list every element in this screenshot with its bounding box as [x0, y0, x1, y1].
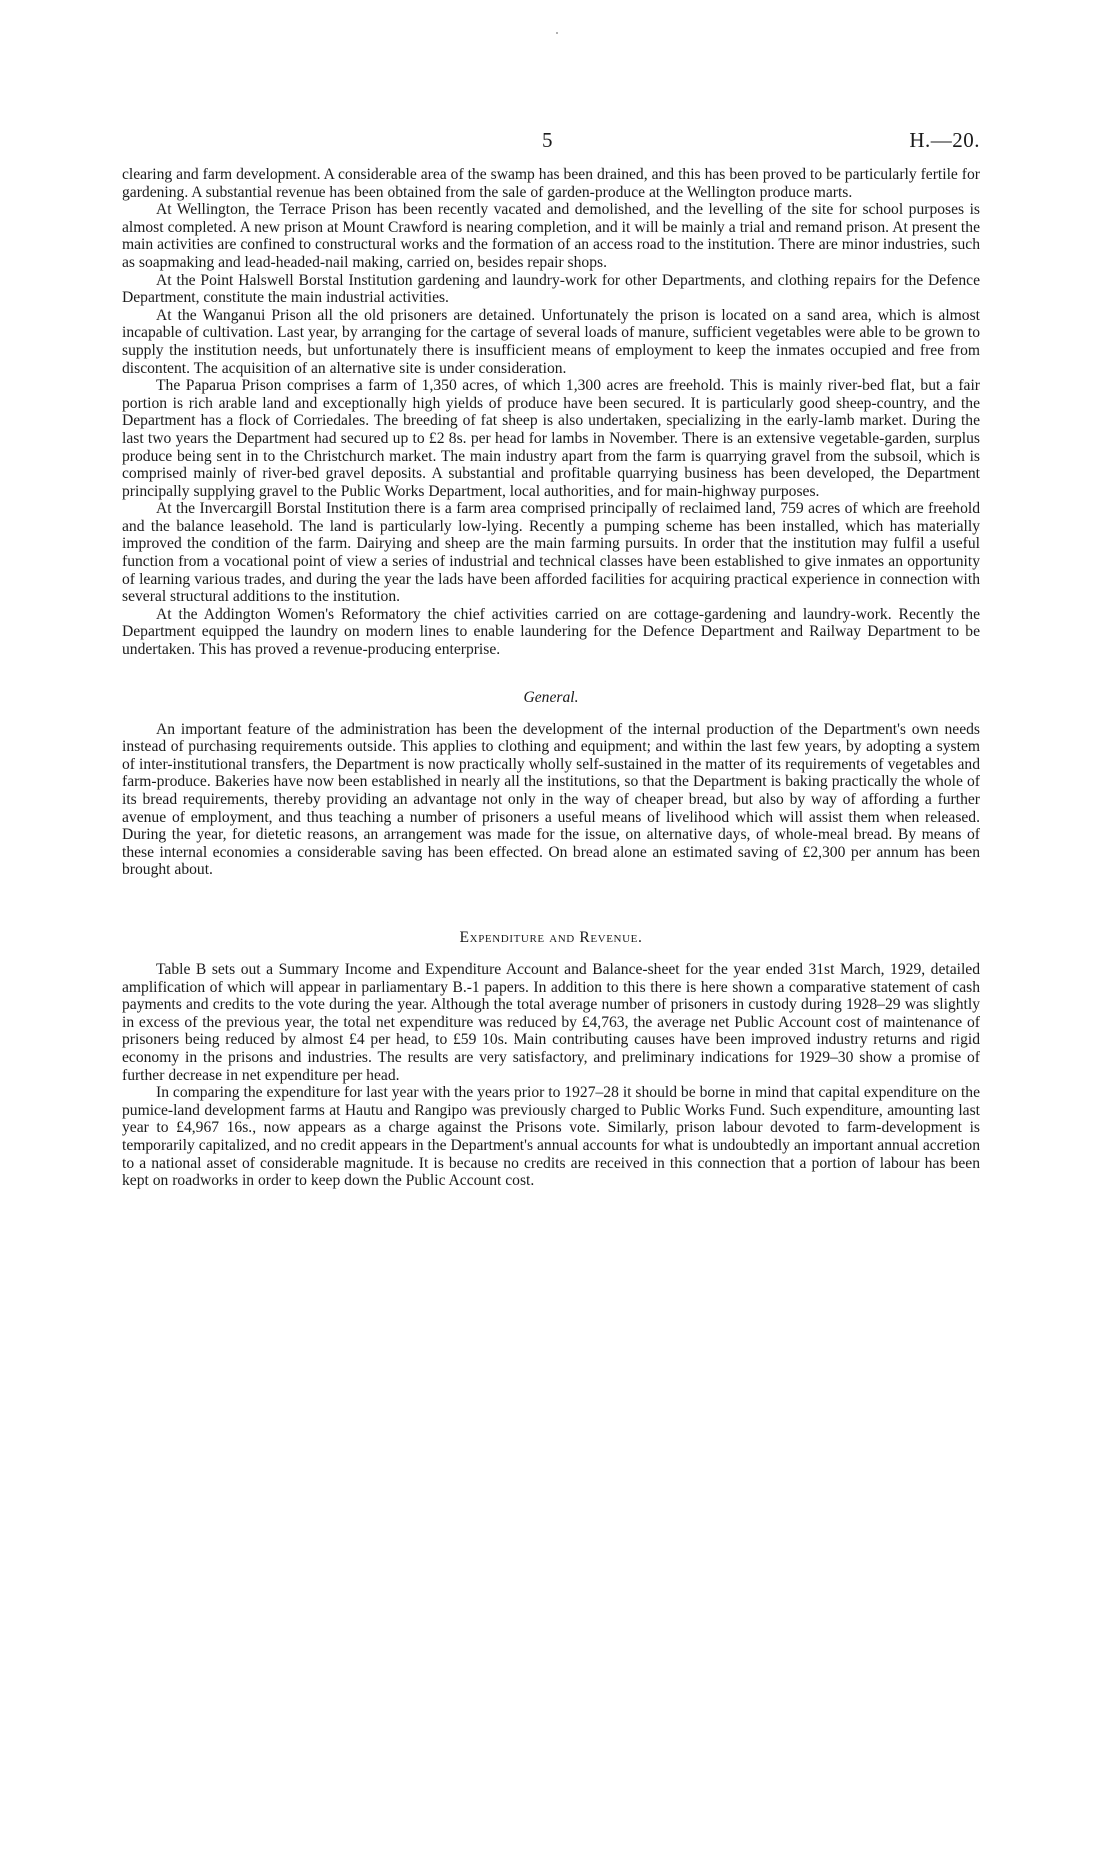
paragraph: At the Wanganui Prison all the old prisoners are detained. Unfortunately the prison is located on a sand area, which is almost incapable of cultivation. Last year, by arranging for the cartage of several loads of manure, sufficient vegetables were able to be grown to supply the institution needs, but unfortunately there is insufficient means of employment to keep the inmates occupied and free from discontent. The acquisition of an alternative site is under consideration.: [122, 306, 980, 377]
scan-speck: [556, 32, 558, 34]
section-institutions: [122, 166, 980, 659]
paragraph: At the Point Halswell Borstal Institution gardening and laundry-work for other Departments, and clothing repairs for the Defence Department, constitute the main industrial activities.: [122, 271, 980, 307]
paragraph: Table B sets out a Summary Income and Expenditure Account and Balance-sheet for the year ended 31st March, 1929, detailed amplification of which will appear in parliamentary B.-1 papers. In addition to this there is here shown a comparative statement of cash payments and credits to the vote during the year. Although the total average number of prisoners in custody during 1928–29 was slightly in excess of the previous year, the total net expenditure was reduced by £4,763, the average net Public Account cost of maintenance of prisoners being reduced by almost £4 per head, to £59 10s. Main contributing causes have been improved industry returns and rigid economy in the prisons and industries. The results are very satisfactory, and preliminary indications for 1929–30 show a promise of further decrease in net expenditure per head.: [122, 960, 980, 1084]
section-heading: General.: [523, 688, 579, 706]
paragraph: clearing and farm development. A considerable area of the swamp has been drained, and this has been proved to be particularly fertile for gardening. A substantial revenue has been obtained from the sale of garden-produce at the Wellington produce marts.: [122, 166, 980, 201]
paragraph: The Paparua Prison comprises a farm of 1,350 acres, of which 1,300 acres are freehold. This is mainly river-bed flat, but a fair portion is rich arable land and exceptionally high yields of produce have been secured. It is particularly good sheep-country, and the Department has a flock of Corriedales. The breeding of fat sheep is also undertaken, specializing in the early-lamb market. During the last two years the Department had secured up to £2 8s. per head for lambs in November. There is an extensive vegetable-garden, surplus produce being sent in to the Christchurch market. The main industry apart from the farm is quarrying gravel from the subsoil, which is comprised mainly of river-bed gravel deposits. A substantial and profitable quarrying business has been developed, the Department principally supplying gravel to the Public Works Department, local authorities, and for main-highway purposes.: [122, 377, 980, 500]
paragraph: At the Addington Women's Reformatory the chief activities carried on are cottage-gardening and laundry-work. Recently the Department equipped the laundry on modern lines to enable laundering for the Defence Department and Railway Department to be undertaken. This has proved a revenue-producing enterprise.: [122, 605, 980, 659]
paragraph: An important feature of the administration has been the development of the internal production of the Department's own needs instead of purchasing requirements outside. This applies to clothing and equipment; and within the last few years, by adopting a system of inter-institutional transfers, the Department is now practically wholly self-sustained in the matter of its requirements of vegetables and farm-produce. Bakeries have now been established in nearly all the institutions, so that the Department is baking practically the whole of its bread requirements, thereby providing an advantage not only in the way of cheaper bread, but also by way of affording a further avenue of employment, and thus teaching a number of prisoners a useful means of livelihood which will assist them when released. During the year, for dietetic reasons, an arrangement was made for the issue, on alternative days, of whole-meal bread. By means of these internal economies a considerable saving has been effected. On bread alone an estimated saving of £2,300 per annum has been brought about.: [122, 720, 980, 879]
document-page: [122, 128, 980, 1190]
document-reference: H.—20.: [909, 128, 980, 152]
section-heading: Expenditure and Revenue.: [459, 928, 643, 946]
section-expenditure-revenue: [122, 929, 980, 1190]
paragraph: At the Invercargill Borstal Institution there is a farm area comprised principally of reclaimed land, 759 acres of which are freehold and the balance leasehold. The land is particularly low-lying. Recently a pumping scheme has been installed, which has materially improved the condition of the farm. Dairying and sheep are the main farming pursuits. In order that the institution may fulfil a useful function from a vocational point of view a series of industrial and technical classes have been established to give inmates an opportunity of learning various trades, and during the year the lads have been afforded facilities for acquiring practical experience in connection with several structural additions to the institution.: [122, 500, 980, 606]
page-header: [122, 128, 980, 166]
paragraph: In comparing the expenditure for last year with the years prior to 1927–28 it should be borne in mind that capital expenditure on the pumice-land development farms at Hautu and Rangipo was previously charged to Public Works Fund. Such expenditure, amounting last year to £4,967 16s., now appears as a charge against the Prisons vote. Similarly, prison labour devoted to farm-development is temporarily capitalized, and no credit appears in the Department's annual accounts for what is undoubtedly an important annual accretion to a national asset of considerable magnitude. It is because no credits are received in this connection that a portion of labour has been kept on roadworks in order to keep down the Public Account cost.: [122, 1084, 980, 1190]
page-number: 5: [542, 128, 553, 152]
section-general: [122, 689, 980, 879]
paragraph: At Wellington, the Terrace Prison has been recently vacated and demolished, and the levelling of the site for school purposes is almost completed. A new prison at Mount Crawford is nearing completion, and it will be mainly a trial and remand prison. At present the main activities are confined to constructural works and the formation of an access road to the institution. There are minor industries, such as soapmaking and lead-headed-nail making, carried on, besides repair shops.: [122, 201, 980, 271]
